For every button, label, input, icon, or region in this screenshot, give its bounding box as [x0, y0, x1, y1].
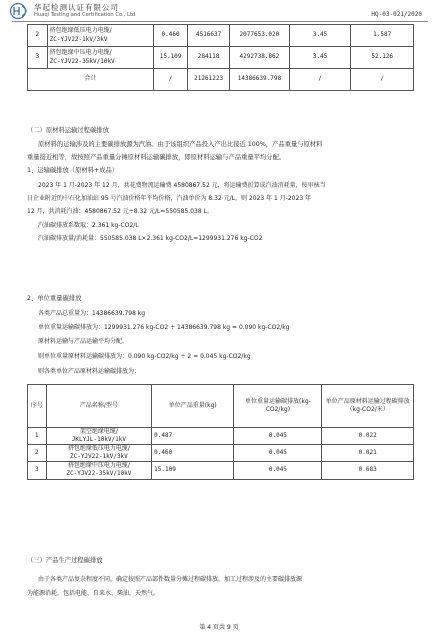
table-sum-row — [28, 69, 414, 91]
total-weight: 4292738.862 — [230, 47, 290, 69]
sum-w: 21261223 — [188, 69, 230, 91]
table-header-row — [28, 385, 414, 428]
paragraph: 12 月，共消耗汽油：4580867.52 元÷8.32 元/L=550585.038 L。 — [27, 208, 213, 215]
product-name: 挤包绝缘低压电力电缆/ ZC-YJV22-1kV/3kV — [47, 25, 153, 47]
header-divider — [12, 21, 428, 22]
paragraph: 日企业附近的中石化加油站 95 号汽油价格年平均价格，汽油单价为 8.32 元/L，则 2023 年 1 月-2023 年 — [27, 195, 312, 202]
paragraph: 原材料的运输涉及的主要碳排放源为汽油。由于该组织产品投入产出比接近 100%，产品重量与原材料 — [38, 141, 323, 148]
row-number: 3 — [28, 47, 48, 69]
table-row — [28, 462, 414, 479]
product-emission: 0.022 — [322, 428, 414, 445]
paragraph: 汽油碳排放系数取：2.361 kg-CO2/L — [38, 222, 139, 229]
transport-emission-table — [27, 384, 414, 480]
result: 1.587 — [351, 25, 414, 47]
output-qty: 284118 — [188, 47, 230, 69]
table-row — [28, 25, 414, 47]
product-emission: 0.021 — [322, 445, 414, 462]
paragraph: 为能源消耗，包括电能、自来水、柴油，天然气。 — [27, 590, 160, 597]
org-name-cn: 华起检测认证有限公司 — [34, 3, 119, 12]
section-heading: （三）产品生产过程碳排放 — [27, 557, 103, 564]
table-row — [28, 47, 414, 69]
product-name: 挤包绝缘中压电力电缆/ ZC-YJV22-35kV/10kV — [46, 462, 152, 479]
product-name: 挤包绝缘低压电力电缆/ ZC-YJV22-1kV/3kV — [46, 445, 152, 462]
unit-weight: 0.460 — [154, 25, 188, 47]
paragraph: 则各类单位产品原材料运输碳排放为： — [38, 368, 141, 375]
col-header-no: 序号 — [28, 385, 47, 428]
paragraph: 原材料运输与产品运输平均分配。 — [38, 338, 129, 345]
section-heading: （二）原材料运输过程碳排放 — [27, 127, 109, 134]
factor: 3.45 — [289, 47, 351, 69]
factor: 3.45 — [289, 25, 351, 47]
total-weight: 2077653.020 — [230, 25, 290, 47]
col-header-weight: 单位产品重量(kg) — [152, 385, 234, 428]
company-logo-icon — [10, 2, 32, 20]
product-name: 架空绝缘电缆/ JKLYJL-10kV/1kV — [46, 428, 152, 445]
emission-table-continued — [27, 24, 414, 91]
paragraph: 由于各类产品复杂程度不同，确定按照产品部件数量分摊过程碳排放。加工过程涉及的主要碳排放源 — [38, 576, 303, 583]
paragraph: 汽油碳排放量/消耗量：550585.038 L×2.361 kg-CO2/L=1299931.276 kg-CO2 — [38, 235, 263, 242]
unit-emission: 0.045 — [234, 462, 322, 479]
header — [10, 2, 430, 22]
paragraph: 则单位重量原材料运输碳排放为：0.090 kg-CO2/kg ÷ 2 = 0.045 kg-CO2/kg — [38, 353, 251, 360]
subheading: 1、运输碳排放（原材料+成品） — [27, 167, 119, 174]
unit-emission: 0.045 — [234, 445, 322, 462]
result: 52.126 — [351, 47, 414, 69]
sum-qty: / — [154, 69, 188, 91]
table-row — [28, 428, 414, 445]
paragraph: 各类产品总重量为：14386639.798 kg — [38, 310, 146, 317]
unit-weight: 0.460 — [152, 445, 234, 462]
paragraph: 重量接近相等，故按照产品重量分摊原材料运输碳排放，即原材料运输与产品重量平均分配。 — [27, 154, 286, 161]
row-number: 1 — [28, 428, 47, 445]
unit-emission: 0.045 — [234, 428, 322, 445]
unit-weight: 15.109 — [152, 462, 234, 479]
output-qty: 4516637 — [188, 25, 230, 47]
paragraph: 单位重量运输碳排放为：1299931.276 kg-CO2 ÷ 14386639.798 kg = 0.090 kg-CO2/kg — [38, 324, 290, 331]
subheading: 2、单位重量碳排放 — [27, 295, 82, 302]
sum-emis: 14386639.798 — [230, 69, 290, 91]
row-number: 2 — [28, 25, 48, 47]
product-emission: 0.683 — [322, 462, 414, 479]
col-header-name: 产品名称/型号 — [46, 385, 152, 428]
paragraph: 2023 年 1 月-2023 年 12 月，共花费物流运输费 4580867.52 元，将运输费折算成汽油消耗量，按审核当 — [38, 182, 326, 189]
row-number: 3 — [28, 462, 47, 479]
org-name-en: Huaqi Testing and Certification Co., Ltd — [34, 12, 136, 18]
page-footer: 第 4 页共 9 页 — [199, 624, 239, 631]
product-name: 挤包绝缘中压电力电缆/ ZC-YJV22-35kV/10kV — [47, 47, 153, 69]
sum-factor: / — [289, 69, 351, 91]
sum-label: 合计 — [28, 69, 154, 91]
document-number: HQ-03-021/2020 — [371, 11, 422, 18]
col-header-unit: 单位重量运输碳排放(kg-CO2/kg) — [234, 385, 322, 428]
sum-total: / — [351, 69, 414, 91]
table-row — [28, 445, 414, 462]
unit-weight: 15.109 — [154, 47, 188, 69]
row-number: 2 — [28, 445, 47, 462]
unit-weight: 0.487 — [152, 428, 234, 445]
col-header-product: 单位产品原材料运输过程碳排放（kg-CO2/米） — [322, 385, 414, 428]
